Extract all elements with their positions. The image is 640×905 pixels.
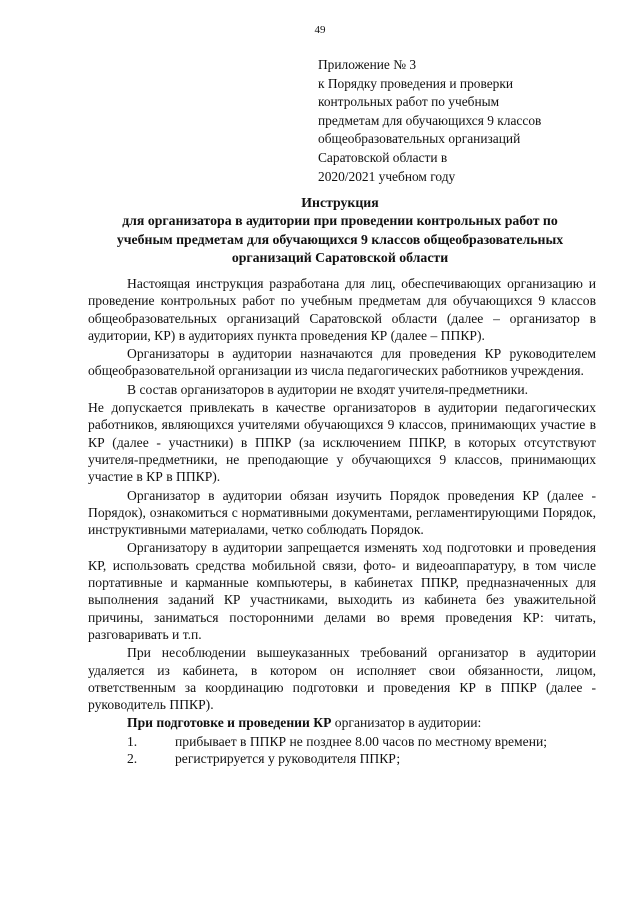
page-number: 49	[314, 24, 326, 36]
lead-bold: При подготовке и проведении КР	[127, 715, 332, 731]
list-number: 1.	[127, 733, 138, 749]
annex-header	[318, 56, 618, 186]
list-text: регистрируется у руководителя ППКР;	[175, 751, 401, 767]
paragraph: Не допускается привлекать в качестве организаторов в аудитории педагогических работников, являющихся учителями обучающихся 9 классов, принимающих участие в КР (далее - участники) в ППКР (за исключением ППКР, в которых отсутствуют учителя-предметники, не преподающие у обучающихся 9 классов, принимающих участие в КР в ППКР).	[88, 400, 596, 485]
annex-line: к Порядку проведения и проверки	[318, 75, 514, 91]
annex-line: общеобразовательных организаций	[318, 131, 521, 147]
paragraph: Организаторы в аудитории назначаются для проведения КР руководителем общеобразовательной организации из числа педагогических работников учреждения.	[88, 346, 596, 379]
paragraph: Организатор в аудитории обязан изучить Порядок проведения КР (далее - Порядок), ознакомиться с нормативными документами, регламентирующими Порядок, инструктивными материалами, четко соблюдать Порядок.	[88, 487, 596, 538]
title-heading: Инструкция	[301, 195, 379, 210]
paragraph: В состав организаторов в аудитории не входят учителя-предметники.	[127, 381, 529, 397]
paragraph: При несоблюдении вышеуказанных требований организатор в аудитории удаляется из кабинета, в котором он исполняет свои обязанности, лицом, ответственным за координацию подготовки и проведения КР в ППКР (далее - руководитель ППКР).	[88, 645, 596, 713]
list-item	[88, 750, 596, 767]
list-text: прибывает в ППКР не позднее 8.00 часов по местному времени;	[175, 733, 548, 749]
annex-line: Приложение № 3	[318, 57, 417, 72]
annex-line: предметам для обучающихся 9 классов	[318, 112, 542, 128]
lead-rest: организатор в аудитории:	[331, 715, 482, 731]
paragraph: Настоящая инструкция разработана для лиц, обеспечивающих организацию и проведение контрольных работ по учебным предметам для обучающихся 9 классов общеобразовательных организаций Саратовской области (далее – организатор в аудитории, КР) в аудиториях пункта проведения КР (далее – ППКР).	[88, 276, 596, 343]
annex-line: Саратовской области в	[318, 149, 448, 165]
annex-line: 2020/2021 учебном году	[318, 168, 456, 184]
document-title	[80, 194, 600, 267]
document-body	[88, 275, 596, 767]
annex-line: контрольных работ по учебным	[318, 94, 500, 110]
paragraph: Организатору в аудитории запрещается изменять ход подготовки и проведения КР, использовать средства мобильной связи, фото- и видеоаппаратуру, в том числе портативные и карманные компьютеры, в кабинетах ППКР, предназначенных для выполнения заданий КР участниками, выходить из кабинета без уважительной причины, заниматься посторонними делами во время проведения КР: читать, разговаривать и т.п.	[88, 540, 596, 642]
title-line: для организатора в аудитории при проведении контрольных работ по	[122, 213, 558, 229]
lead-paragraph	[88, 714, 596, 731]
list-number: 2.	[127, 751, 138, 767]
list-item	[88, 733, 596, 750]
title-line: организаций Саратовской области	[231, 249, 449, 265]
title-line: учебным предметам для обучающихся 9 классов общеобразовательных	[116, 231, 564, 247]
